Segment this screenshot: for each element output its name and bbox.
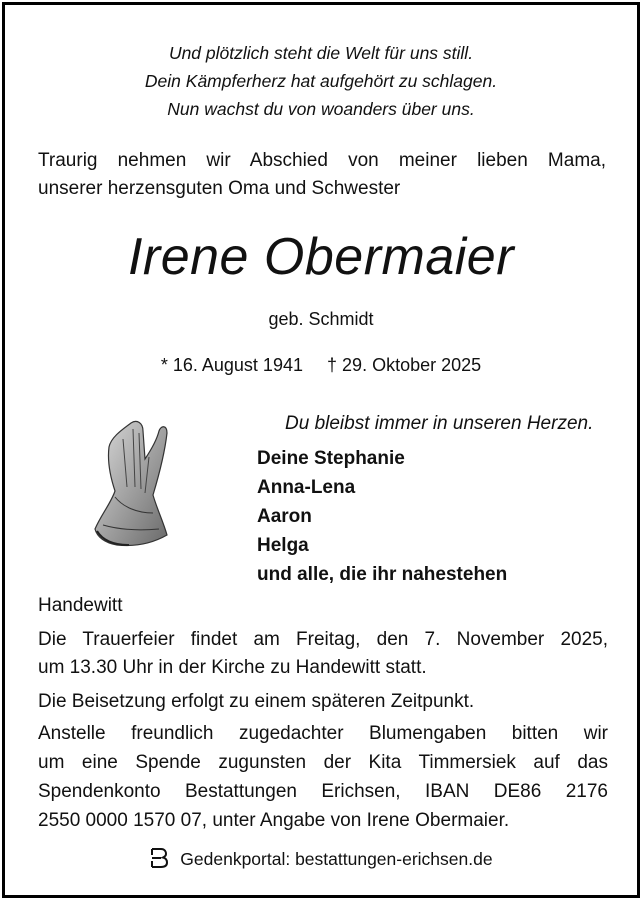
donation-line: Spendenkonto Bestattungen Erichsen, IBAN DE86 2176 [38, 781, 608, 802]
obituary-notice [2, 2, 640, 898]
donation-line: Anstelle freundlich zugedachter Blumengaben bitten wir [38, 723, 608, 744]
signer-name: Aaron [257, 506, 312, 527]
deceased-name: Irene Obermaier [127, 228, 515, 286]
funeral-line: um 13.30 Uhr in der Kirche zu Handewitt statt. [38, 657, 427, 678]
signer-name: und alle, die ihr nahestehen [257, 564, 508, 585]
signer-name: Deine Stephanie [257, 448, 405, 469]
funeral-line: Die Trauerfeier findet am Freitag, den 7. November 2025, [38, 629, 608, 650]
burial-line: Die Beisetzung erfolgt zu einem späteren Zeitpunkt. [38, 691, 475, 712]
signer-name: Helga [257, 535, 309, 556]
poem-line: Dein Kämpferherz hat aufgehört zu schlagen. [144, 71, 498, 91]
place-name: Handewitt [38, 595, 123, 616]
memorial-quote: Du bleibst immer in unseren Herzen. [285, 413, 594, 434]
death-mark: † [327, 355, 338, 375]
maiden-name: geb. Schmidt [268, 309, 374, 329]
funeral-home-logo-icon [149, 847, 169, 874]
footer [5, 847, 637, 874]
intro-line: Traurig nehmen wir Abschied von meiner lieben Mama, [38, 150, 606, 171]
poem-line: Nun wachst du von woanders über uns. [167, 99, 475, 119]
praying-hands-icon [93, 417, 183, 557]
poem-line: Und plötzlich steht die Welt für uns still. [168, 43, 474, 63]
footer-link[interactable]: Gedenkportal: bestattungen-erichsen.de [180, 849, 493, 870]
birth-date: 16. August 1941 [172, 355, 303, 375]
life-dates [5, 355, 637, 376]
death-date: 29. Oktober 2025 [342, 355, 482, 375]
donation-line: 2550 0000 1570 07, unter Angabe von Irene Obermaier. [38, 810, 510, 831]
birth-mark: * [160, 355, 168, 375]
donation-line: um eine Spende zugunsten der Kita Timmersiek auf das [38, 752, 608, 773]
signer-name: Anna-Lena [257, 477, 356, 498]
intro-line: unserer herzensguten Oma und Schwester [38, 178, 401, 199]
